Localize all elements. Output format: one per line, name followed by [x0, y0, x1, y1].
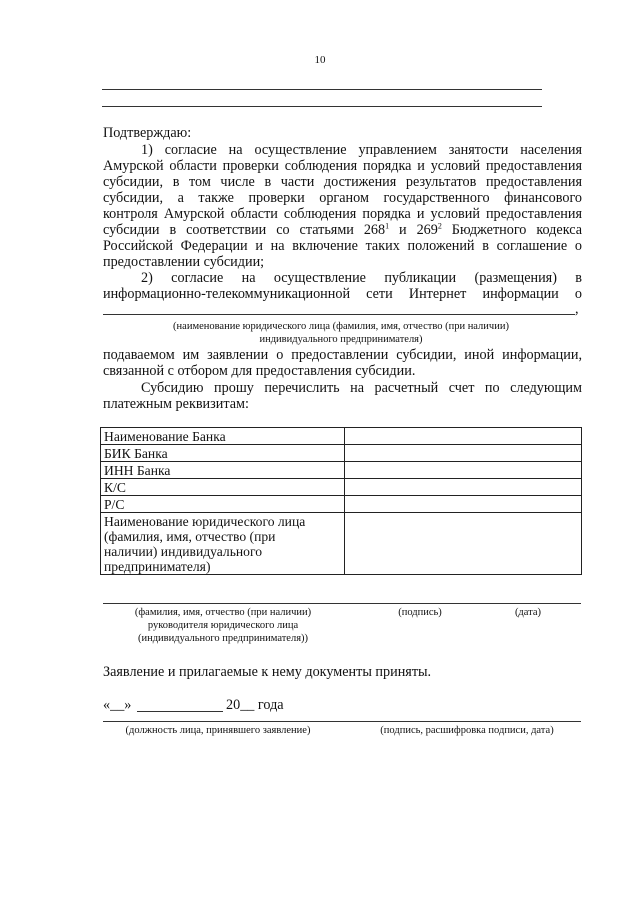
applicant-name-line [103, 314, 575, 315]
table-row [101, 445, 582, 462]
item1-line-7: Российской Федерации и на включение таких положений в соглашение о [103, 238, 582, 254]
entity-name-label-line-3: наличии) индивидуального [104, 544, 263, 559]
entity-name-label-line-2: (фамилия, имя, отчество (при [104, 529, 276, 544]
head-name-caption-1: (фамилия, имя, отчество (при наличии) [134, 607, 312, 618]
item1-line-4: субсидии, а также проверки органом государственного финансового [103, 190, 582, 206]
applicant-name-comma: , [575, 301, 579, 317]
official-position-caption: (должность лица, принявшего заявление) [125, 725, 311, 736]
transfer-line-2: платежным реквизитам: [103, 396, 249, 412]
table-row [101, 513, 582, 575]
date-caption: (дата) [514, 607, 542, 618]
accepted-statement: Заявление и прилагаемые к нему документы приняты. [103, 664, 432, 680]
table-row [101, 479, 582, 496]
entity-name-label-line-4: предпринимателя) [104, 559, 211, 574]
signature-line [103, 603, 581, 604]
item1-line-6-part3: Бюджетного кодекса [441, 222, 583, 238]
transfer-line-1: Субсидию прошу перечислить на расчетный счет по следующим [141, 380, 582, 396]
settlement-account-label: Р/С [101, 496, 345, 513]
item1-line-6-part2: и 269 [389, 222, 438, 238]
bank-inn-value[interactable] [345, 462, 582, 479]
entity-name-label [101, 513, 345, 575]
page-number: 10 [314, 54, 326, 66]
item2-line-1: 2) согласие на осуществление публикации (размещения) в [141, 270, 582, 286]
item1-line-1: 1) согласие на осуществление управлением занятости населения [141, 142, 582, 158]
official-signature-caption: (подпись, расшифровка подписи, дата) [380, 725, 554, 736]
article-sup-1: 1 [385, 221, 390, 231]
item1-line-8: предоставлении субсидии; [103, 254, 265, 270]
applicant-name-caption-2: индивидуального предпринимателя) [259, 334, 423, 345]
bik-value[interactable] [345, 445, 582, 462]
entity-name-value[interactable] [345, 513, 582, 575]
item2-line-4: связанной с отбором для предоставления субсидии. [103, 363, 416, 379]
entity-name-label-line-1: Наименование юридического лица [104, 514, 306, 529]
applicant-name-caption-1: (наименование юридического лица (фамилия, имя, отчество (при наличии) [173, 321, 509, 332]
item2-line-2: информационно-телекоммуникационной сети Интернет информации о [103, 286, 582, 302]
bank-inn-label: ИНН Банка [101, 462, 345, 479]
item1-line-5: контроля Амурской области соблюдения порядка и условий предоставления [103, 206, 582, 222]
bank-name-label: Наименование Банка [101, 428, 345, 445]
corr-account-label: К/С [101, 479, 345, 496]
article-sup-2: 2 [437, 221, 442, 231]
bank-name-value[interactable] [345, 428, 582, 445]
bik-label: БИК Банка [101, 445, 345, 462]
head-name-caption-3: (индивидуального предпринимателя)) [137, 633, 309, 644]
corr-account-value[interactable] [345, 479, 582, 496]
signature-caption: (подпись) [398, 607, 442, 618]
confirm-heading: Подтверждаю: [103, 125, 192, 141]
item2-line-3: подаваемом им заявлении о предоставлении субсидии, иной информации, [103, 347, 582, 363]
accept-date-day: «__» [103, 697, 132, 713]
blank-line-top-2 [102, 106, 542, 107]
accept-date-month-line [137, 711, 223, 712]
item1-line-3: субсидии, в том числе в части достижения результатов предоставления [103, 174, 582, 190]
bank-details-table [100, 427, 582, 575]
table-row [101, 496, 582, 513]
item1-line-6 [103, 222, 582, 238]
item1-line-6-part1: субсидии в соответствии со статьями 268 [103, 222, 386, 238]
accept-date-year: 20__ года [226, 697, 284, 713]
settlement-account-value[interactable] [345, 496, 582, 513]
table-row [101, 462, 582, 479]
blank-line-top-1 [102, 89, 542, 90]
official-line [103, 721, 581, 722]
table-row [101, 428, 582, 445]
item1-line-2: Амурской области проверки соблюдения порядка и условий предоставления [103, 158, 582, 174]
head-name-caption-2: руководителя юридического лица [147, 620, 299, 631]
